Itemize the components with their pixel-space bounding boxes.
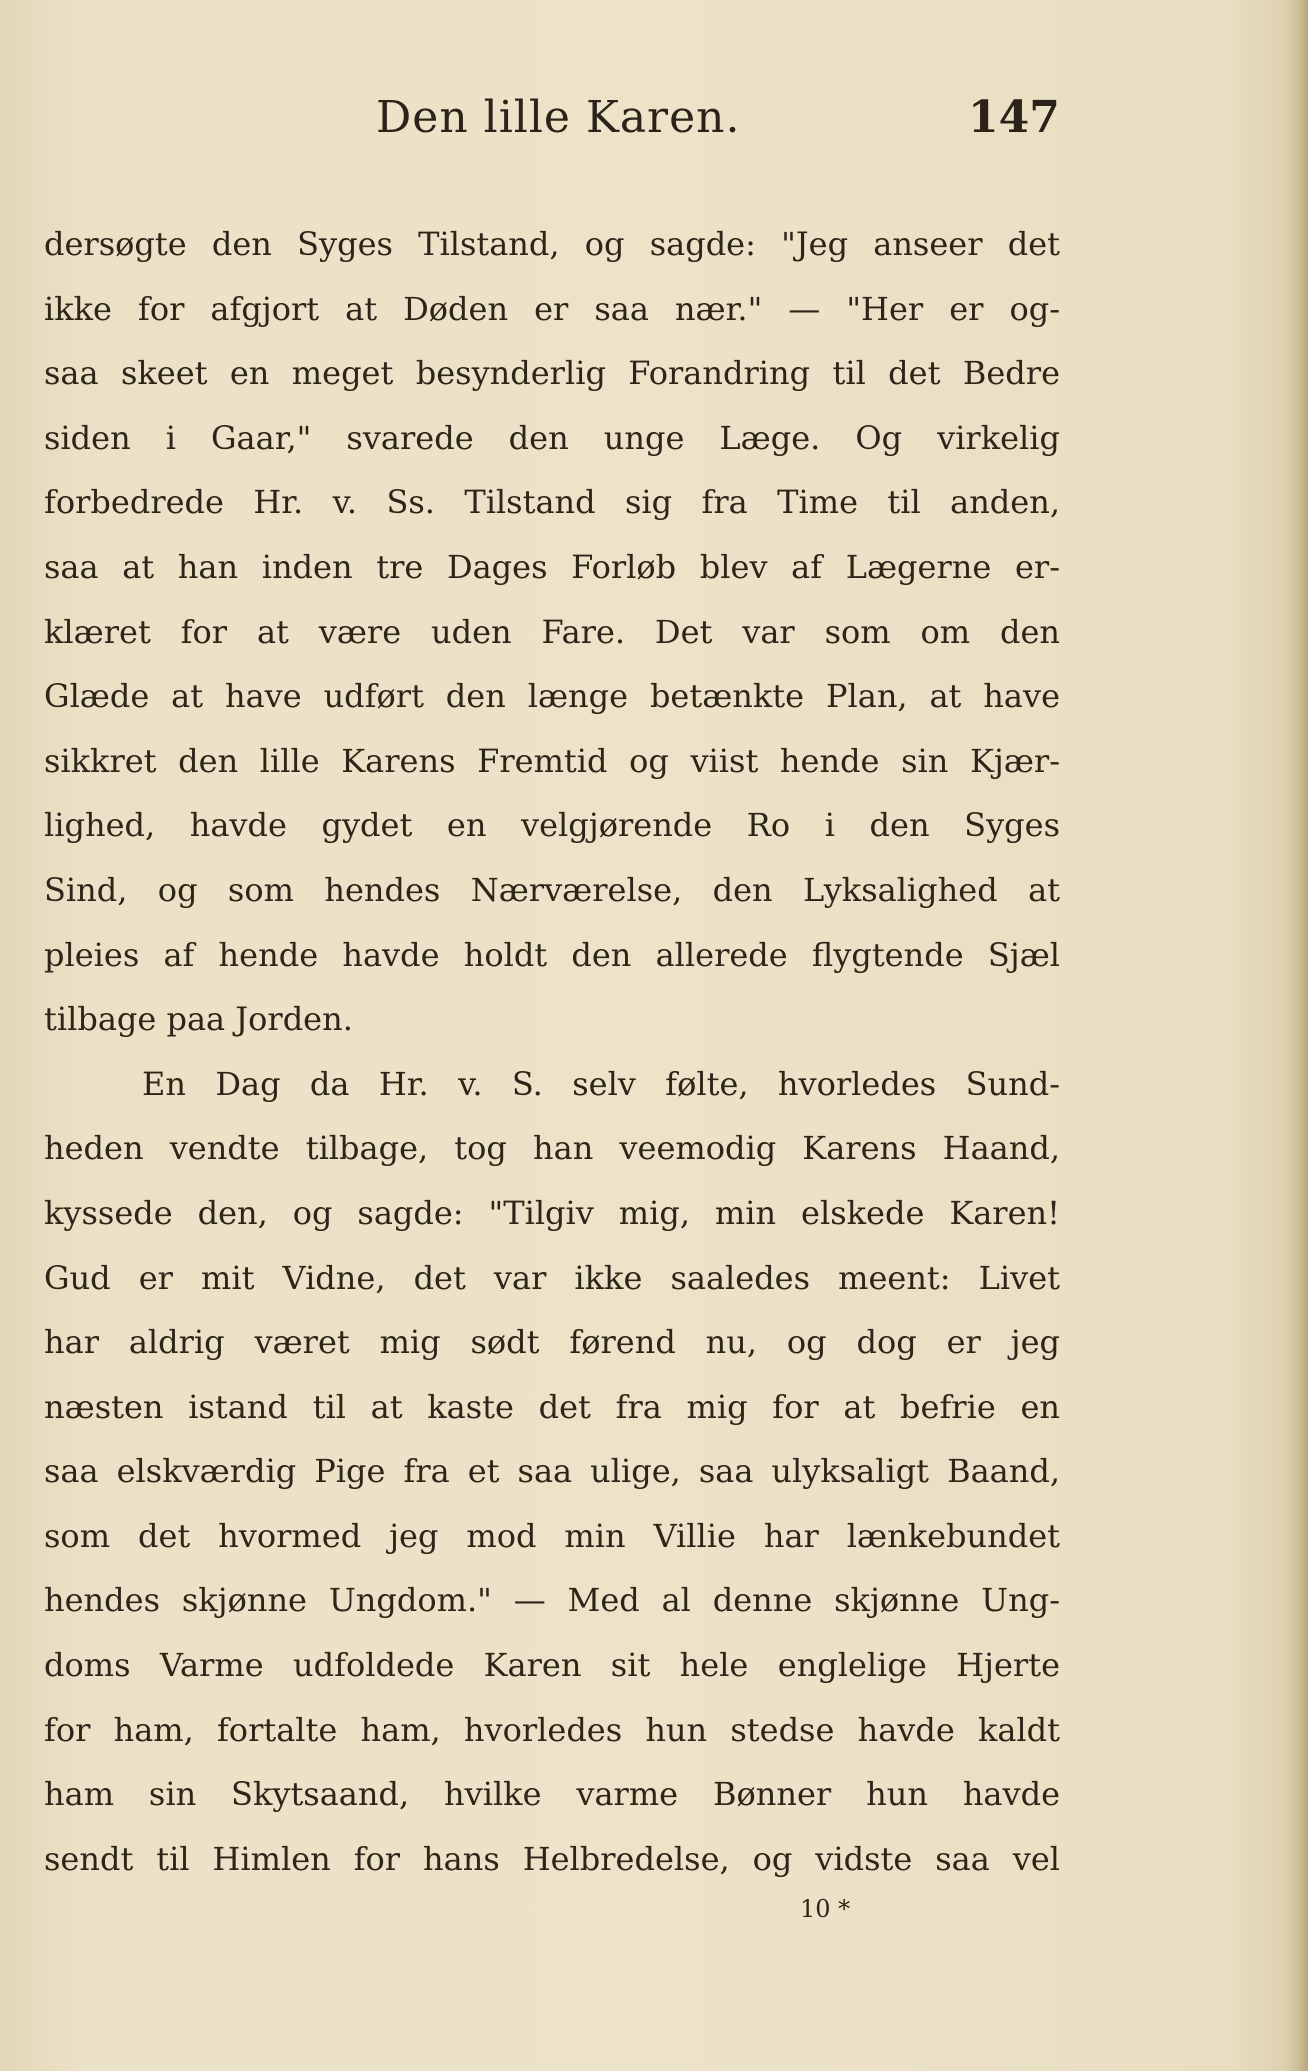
text-line: saa at han inden tre Dages Forløb blev af Lægerne er-	[44, 547, 1060, 586]
page-number: 147	[968, 92, 1060, 143]
text-line: ham sin Skytsaand, hvilke varme Bønner hun havde	[44, 1775, 1060, 1814]
text-line: saa elskværdig Pige fra et saa ulige, saa ulyksaligt Baand,	[44, 1452, 1060, 1491]
text-line: Glæde at have udført den længe betænkte Plan, at have	[44, 677, 1060, 716]
running-title: Den lille Karen.	[376, 92, 741, 143]
text-line: for ham, fortalte ham, hvorledes hun stedse havde kaldt	[44, 1710, 1060, 1749]
text-line: har aldrig været mig sødt førend nu, og dog er jeg	[44, 1323, 1060, 1362]
text-line: Gud er mit Vidne, det var ikke saaledes meent: Livet	[44, 1258, 1060, 1297]
text-line: lighed, havde gydet en velgjørende Ro i den Syges	[44, 806, 1060, 845]
text-line: ikke for afgjort at Døden er saa nær." — "Her er og-	[44, 289, 1060, 328]
text-line: hendes skjønne Ungdom." — Med al denne skjønne Ung-	[44, 1581, 1060, 1620]
text-line: sendt til Himlen for hans Helbredelse, og vidste saa vel	[44, 1839, 1060, 1878]
text-line: pleies af hende havde holdt den allerede flygtende Sjæl	[44, 935, 1060, 974]
text-line: næsten istand til at kaste det fra mig for at befrie en	[44, 1387, 1060, 1426]
text-line: saa skeet en meget besynderlig Forandring til det Bedre	[44, 354, 1060, 393]
text-line: En Dag da Hr. v. S. selv følte, hvorledes Sund-	[142, 1064, 1060, 1103]
text-line: som det hvormed jeg mod min Villie har lænkebundet	[44, 1516, 1060, 1555]
text-line: sikkret den lille Karens Fremtid og viist hende sin Kjær-	[44, 741, 1060, 780]
text-line: tilbage paa Jorden.	[44, 1000, 353, 1039]
signature-mark: 10 *	[800, 1895, 851, 1923]
text-line: kyssede den, og sagde: "Tilgiv mig, min elskede Karen!	[44, 1193, 1060, 1232]
text-line: klæret for at være uden Fare. Det var som om den	[44, 612, 1060, 651]
text-line: heden vendte tilbage, tog han veemodig Karens Haand,	[44, 1129, 1060, 1168]
text-line: dersøgte den Syges Tilstand, og sagde: "Jeg anseer det	[44, 225, 1060, 263]
text-line: Sind, og som hendes Nærværelse, den Lyksalighed at	[44, 870, 1060, 909]
page-edge	[1286, 0, 1308, 2071]
text-line: forbedrede Hr. v. Ss. Tilstand sig fra Time til anden,	[44, 483, 1060, 522]
body-text	[44, 212, 1060, 1891]
text-line: doms Varme udfoldede Karen sit hele englelige Hjerte	[44, 1646, 1060, 1685]
text-line: siden i Gaar," svarede den unge Læge. Og virkelig	[44, 418, 1060, 457]
